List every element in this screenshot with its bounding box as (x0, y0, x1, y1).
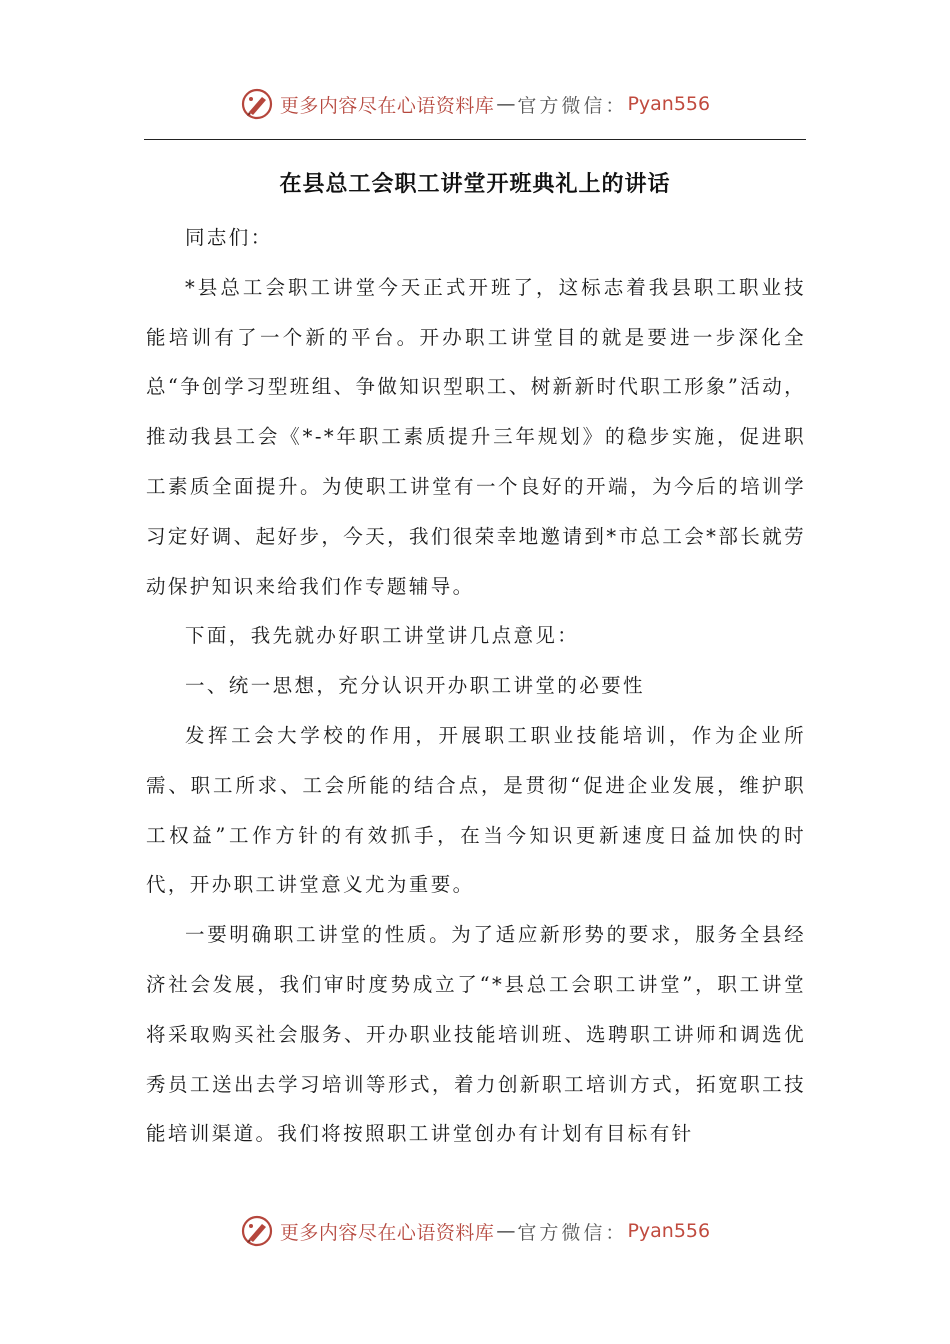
pen-logo-icon (240, 87, 274, 121)
document-title: 在县总工会职工讲堂开班典礼上的讲话 (279, 171, 671, 197)
watermark-separator: — (496, 1220, 516, 1242)
pen-logo-icon (240, 1214, 274, 1248)
section-heading-1: 一、统一思想，充分认识开办职工讲堂的必要性 (185, 674, 645, 698)
footer-watermark (0, 1211, 950, 1251)
watermark-wechat-id: Pyan556 (627, 93, 711, 115)
watermark-brand: 更多内容尽在心语资料库 (279, 94, 495, 117)
paragraph-nature: 一要明确职工讲堂的性质。为了适应新形势的要求，服务全县经济社会发展，我们审时度势成立了“*县总工会职工讲堂”，职工讲堂将采取购买社会服务、开办职业技能培训班、选聘职工讲师和调选优秀员工送出去学习培训等形式，着力创新职工培训方式，拓宽职工技能培训渠道。我们将按照职工讲堂创办有计划有目标有针 (146, 923, 806, 1146)
document-body (146, 213, 806, 1159)
header-divider (144, 139, 806, 140)
paragraph-salutation: 同志们： (185, 226, 273, 249)
paragraph-transition: 下面，我先就办好职工讲堂讲几点意见： (185, 624, 580, 648)
watermark-label: 官方微信： (517, 1221, 628, 1244)
watermark-label: 官方微信： (517, 94, 628, 117)
watermark-separator: — (496, 93, 516, 115)
paragraph-section-1-intro: 发挥工会大学校的作用，开展职工职业技能培训，作为企业所需、职工所求、工会所能的结合点，是贯彻“促进企业发展，维护职工权益”工作方针的有效抓手，在当今知识更新速度日益加快的时代，开办职工讲堂意义尤为重要。 (146, 723, 806, 897)
watermark-brand: 更多内容尽在心语资料库 (279, 1221, 495, 1244)
paragraph-opening: *县总工会职工讲堂今天正式开班了，这标志着我县职工职业技能培训有了一个新的平台。开办职工讲堂目的就是要进一步深化全总“争创学习型班组、争做知识型职工、树新新时代职工形象”活动，推动我县工会《*-*年职工素质提升三年规划》的稳步实施，促进职工素质全面提升。为使职工讲堂有一个良好的开端，为今后的培训学习定好调、起好步，今天，我们很荣幸地邀请到*市总工会*部长就劳动保护知识来给我们作专题辅导。 (146, 275, 806, 598)
header-watermark (0, 84, 950, 124)
watermark-wechat-id: Pyan556 (627, 1220, 711, 1242)
